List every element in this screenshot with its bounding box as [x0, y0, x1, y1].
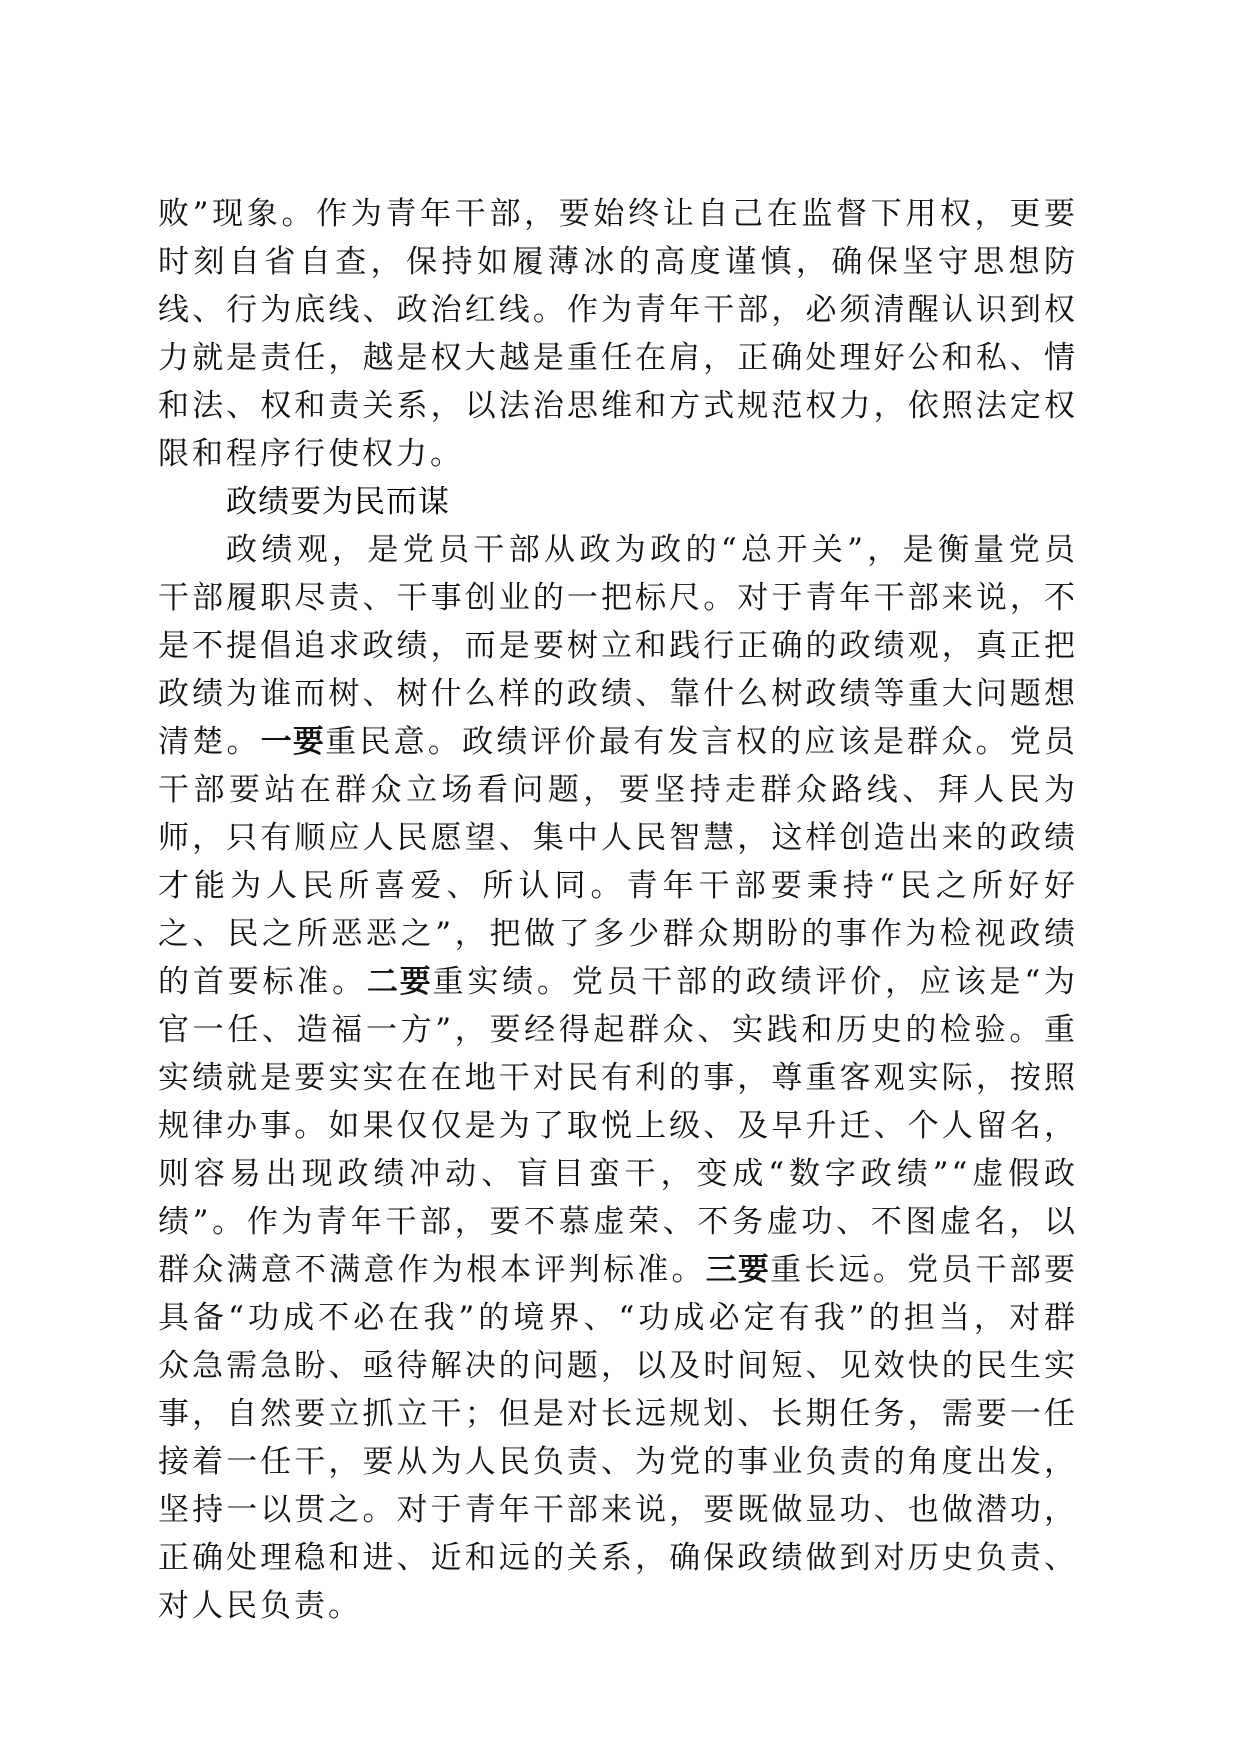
point-3-text: 重长远。党员干部要具备“功成不必在我”的境界、“功成必定有我”的担当，对群众急需急盼、亟待解决的问题，以及时间短、见效快的民生实事，自然要立抓立干；但是对长远规划、长期任务，需要一任接着一任干，要从为人民负责、为党的事业负责的角度出发，坚持一以贯之。对于青年干部来说，要既做显功、也做潜功，正确处理稳和进、近和远的关系，确保政绩做到对历史负责、对人民负责。	[158, 1252, 1079, 1624]
paragraph-political-achievement	[158, 526, 1078, 1630]
paragraph-continuation: 败”现象。作为青年干部，要始终让自己在监督下用权，更要时刻自省自查，保持如履薄冰的高度谨慎，确保坚守思想防线、行为底线、政治红线。作为青年干部，必须清醒认识到权力就是责任，越是权大越是重任在肩，正确处理好公和私、情和法、权和责关系，以法治思维和方式规范权力，依照法定权限和程序行使权力。	[158, 196, 1078, 472]
point-2-text: 重实绩。党员干部的政绩评价，应该是“为官一任、造福一方”，要经得起群众、实践和历史的检验。重实绩就是要实实在在地干对民有利的事，尊重客观实际，按照规律办事。如果仅仅是为了取悦上级、及早升迁、个人留名，则容易出现政绩冲动、盲目蛮干，变成“数字政绩”“虚假政绩”。作为青年干部，要不慕虚荣、不务虚功、不图虚名，以群众满意不满意作为根本评判标准。	[158, 964, 1079, 1288]
point-1-lead: 一要	[260, 724, 326, 760]
document-body	[158, 190, 1078, 1630]
point-3-lead: 三要	[705, 1252, 771, 1288]
point-1-text: 重民意。政绩评价最有发言权的应该是群众。党员干部要站在群众立场看问题，要坚持走群众路线、拜人民为师，只有顺应人民愿望、集中人民智慧，这样创造出来的政绩才能为人民所喜爱、所认同。青年干部要秉持“民之所好好之、民之所恶恶之”，把做了多少群众期盼的事作为检视政绩的首要标准。	[158, 724, 1079, 1000]
point-2-lead: 二要	[366, 964, 433, 1000]
section-heading: 政绩要为民而谋	[226, 484, 450, 520]
paragraph-intro: 政绩观，是党员干部从政为政的“总开关”，是衡量党员干部履职尽责、干事创业的一把标尺。对于青年干部来说，不是不提倡追求政绩，而是要树立和践行正确的政绩观，真正把政绩为谁而树、树什么样的政绩、靠什么树政绩等重大问题想清楚。	[158, 532, 1078, 760]
